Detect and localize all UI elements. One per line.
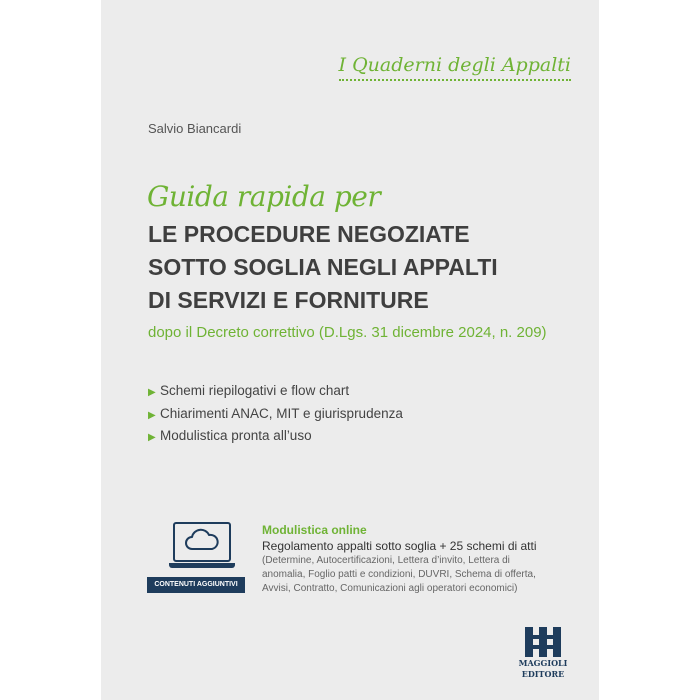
- main-title: [148, 218, 498, 317]
- book-cover: [101, 0, 599, 700]
- laptop-base: [169, 563, 235, 568]
- title-line: DI SERVIZI E FORNITURE: [148, 287, 429, 313]
- cloud-icon: [175, 524, 228, 559]
- publisher-name-line: EDITORE: [521, 669, 565, 679]
- laptop-icon: [173, 522, 231, 562]
- triangle-right-icon: ▶: [148, 409, 156, 421]
- series-title: I Quaderni degli Appalti: [339, 54, 571, 81]
- title-line: LE PROCEDURE NEGOZIATE: [148, 221, 470, 247]
- list-item: [148, 406, 403, 429]
- feature-list: [148, 383, 403, 451]
- publisher: [518, 627, 568, 679]
- maggioli-logo: [525, 627, 561, 657]
- subtitle: dopo il Decreto correttivo (D.Lgs. 31 dicembre 2024, n. 209): [148, 324, 547, 341]
- publisher-name-line: MAGGIOLI: [518, 658, 568, 668]
- list-item-label: Modulistica pronta all’uso: [160, 428, 312, 443]
- author-name: Salvio Biancardi: [148, 121, 242, 136]
- triangle-right-icon: ▶: [148, 432, 156, 443]
- online-content-description: [262, 523, 542, 596]
- online-content-badge: [147, 522, 245, 598]
- list-item: [148, 428, 403, 451]
- online-main-text: Regolamento appalti sotto soglia + 25 schemi di atti: [262, 539, 537, 553]
- triangle-right-icon: ▶: [148, 387, 156, 398]
- online-heading: Modulistica online: [262, 523, 367, 537]
- list-item: [148, 383, 403, 406]
- title-line: SOTTO SOGLIA NEGLI APPALTI: [148, 254, 498, 280]
- lead-title: Guida rapida per: [147, 180, 381, 213]
- extra-content-label: CONTENUTI AGGIUNTIVI: [147, 577, 245, 593]
- online-details: (Determine, Autocertificazioni, Lettera d’invito, Lettera di anomalia, Foglio patti e condizioni, DUVRI, Schema di offerta, Avvisi, Contratto, Comunicazioni agli operatori economici): [262, 555, 536, 594]
- list-item-label: Chiarimenti ANAC, MIT e giurisprudenza: [160, 405, 403, 421]
- list-item-label: Schemi riepilogativi e flow chart: [160, 383, 350, 398]
